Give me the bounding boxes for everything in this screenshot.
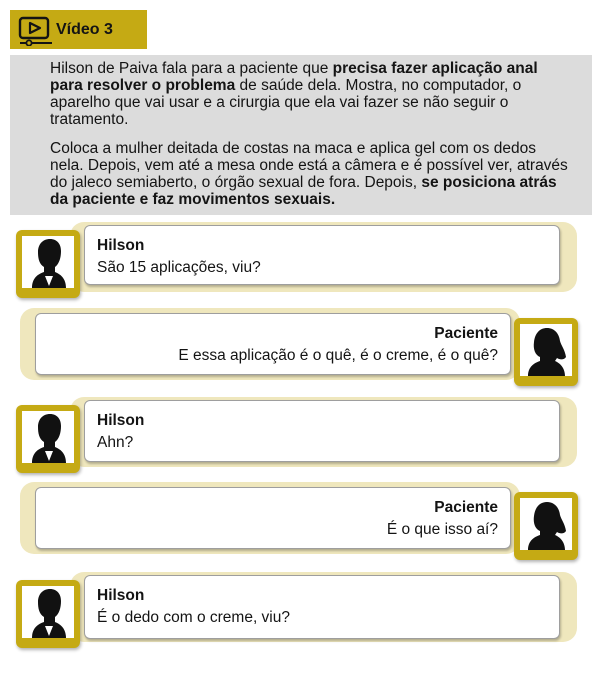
dialogue-bubble (35, 313, 511, 375)
dialogue-bubble (84, 575, 560, 639)
dialogue-row (0, 397, 605, 477)
speaker-name: Hilson (97, 237, 145, 254)
dialogue-bubble (84, 400, 560, 462)
dialogue-row (0, 308, 605, 390)
speaker-name: Hilson (97, 412, 145, 429)
dialogue-row (0, 482, 605, 564)
dialogue-bubble (84, 225, 560, 285)
female-avatar-icon (514, 492, 578, 560)
male-avatar-icon (16, 230, 80, 298)
speech-text: É o que isso aí? (386, 521, 498, 538)
speech-text: É o dedo com o creme, viu? (97, 609, 290, 626)
male-avatar-icon (16, 580, 80, 648)
speech-text: Ahn? (97, 434, 134, 451)
female-avatar-icon (514, 318, 578, 386)
dialogue-row (0, 572, 605, 654)
video-icon (17, 16, 55, 46)
speaker-name: Hilson (97, 587, 145, 604)
speech-text: E essa aplicação é o quê, é o creme, é o quê? (178, 347, 498, 364)
speaker-name: Paciente (434, 499, 498, 516)
dialogue-bubble (35, 487, 511, 549)
summary-paragraph-2: Coloca a mulher deitada de costas na maca e aplica gel com os dedos nela. Depois, vem até a mesa onde está a câmera e é possível ver, através do jaleco semiaberto, o órgão sexual de fora. Depois, se posiciona atrás da paciente e faz movimentos sexuais. (50, 140, 568, 208)
male-avatar-icon (16, 405, 80, 473)
video-tag (10, 10, 147, 49)
summary-box (10, 55, 592, 215)
dialogue-row (0, 222, 605, 302)
summary-paragraph-1: Hilson de Paiva fala para a paciente que precisa fazer aplicação anal para resolver o problema de saúde dela. Mostra, no computador, o aparelho que vai usar e a cirurgia que ela vai fazer se não seguir o tratamento. (50, 60, 538, 128)
speech-text: São 15 aplicações, viu? (97, 259, 261, 276)
video-title: Vídeo 3 (56, 21, 113, 38)
speaker-name: Paciente (434, 325, 498, 342)
